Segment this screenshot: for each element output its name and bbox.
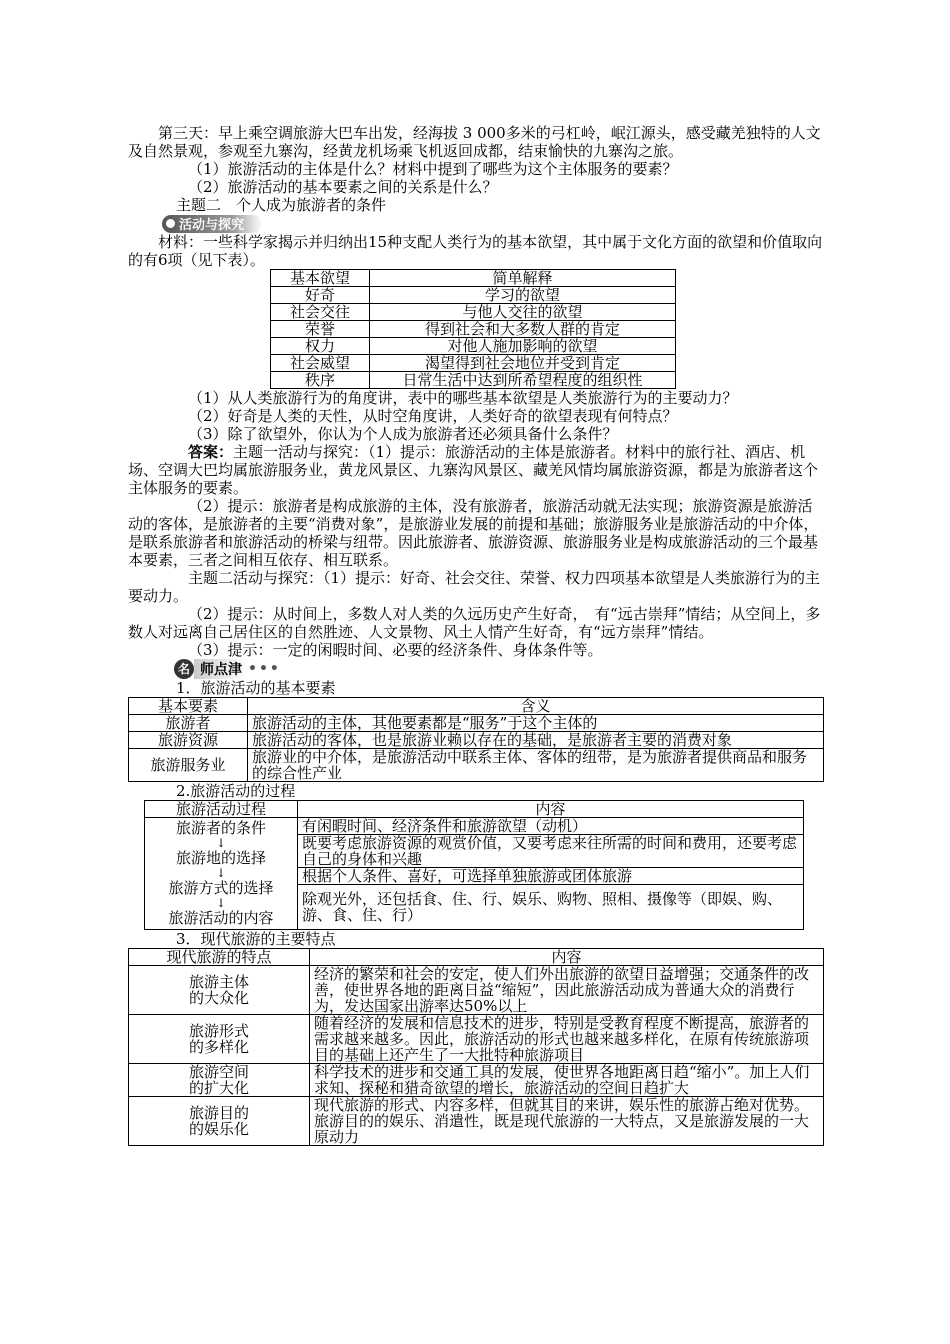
table-cell: 学习的欲望 xyxy=(370,286,676,303)
table-row xyxy=(271,303,676,320)
table-cell: 旅游资源 xyxy=(129,731,248,748)
table-header: 旅游活动过程 xyxy=(145,800,298,817)
activity-banner xyxy=(162,215,262,233)
table-cell: 旅游者 xyxy=(129,714,248,731)
table-cell: 社会交往 xyxy=(271,303,370,320)
table-cell: 旅游服务业 xyxy=(129,748,248,781)
table-row xyxy=(271,286,676,303)
teacher-banner-badge: 名 xyxy=(174,659,194,679)
table-cell: 社会威望 xyxy=(271,354,370,371)
down-arrow-icon: ↓ xyxy=(215,836,227,850)
document-page xyxy=(128,124,824,1146)
material-paragraph: 材料：一些科学家揭示并归纳出15种支配人类行为的基本欲望，其中属于文化方面的欲望和价值取向的有6项（见下表）。 xyxy=(128,232,823,269)
table-row xyxy=(129,965,824,1014)
table-row xyxy=(271,337,676,354)
table-cell: 好奇 xyxy=(271,286,370,303)
process-step: 旅游地的选择 xyxy=(175,849,266,867)
table-row xyxy=(129,1096,824,1145)
answer-text-1: 主题一活动与探究：（1）提示：旅游活动的主体是旅游者。材料中的旅行社、酒店、机场、空调大巴均属旅游服务业，黄龙风景区、九寨沟风景区、藏羌风情均属旅游资源，都是为旅游者这个主体服务的要素。 xyxy=(128,442,819,497)
table-cell: 得到社会和大多数人群的肯定 xyxy=(370,320,676,337)
process-table xyxy=(144,800,804,930)
section-3-title: 3．现代旅游的主要特点 xyxy=(176,929,336,948)
process-steps-cell xyxy=(145,817,298,929)
section-1-title: 1．旅游活动的基本要素 xyxy=(176,678,336,697)
table-header: 现代旅游的特点 xyxy=(129,948,310,965)
question-2-1: （1）从人类旅游行为的角度讲，表中的哪些基本欲望是人类旅游行为的主要动力？ xyxy=(188,388,738,407)
teacher-banner-dots: ••• xyxy=(248,660,281,677)
topic-2-heading: 主题二 个人成为旅游者的条件 xyxy=(176,196,387,214)
table-cell: 既要考虑旅游资源的观赏价值，又要考虑来往所需的时间和费用，还要考虑自己的身体和兴趣 xyxy=(298,834,804,867)
features-table xyxy=(128,948,824,1146)
table-cell: 旅游主体的大众化 xyxy=(129,965,310,1014)
answer-paragraph-5: （3）提示：一定的闲暇时间、必要的经济条件、身体条件等。 xyxy=(188,640,603,659)
table-cell: 有闲暇时间、经济条件和旅游欲望（动机） xyxy=(298,817,804,834)
table-row xyxy=(145,817,804,834)
table-header-row xyxy=(145,800,804,817)
table-cell: 随着经济的发展和信息技术的进步，特别是受教育程度不断提高，旅游者的需求越来越多。因此，旅游活动的形式也越来越多样化，在原有传统旅游项目的基础上还产生了一大批特种旅游项目 xyxy=(310,1014,824,1063)
table-cell: 根据个人条件、喜好，可选择单独旅游或团体旅游 xyxy=(298,867,804,884)
down-arrow-icon: ↓ xyxy=(215,866,227,880)
table-cell: 权力 xyxy=(271,337,370,354)
table-header-row xyxy=(271,269,676,286)
table-header: 含义 xyxy=(248,697,824,714)
answer-label: 答案： xyxy=(188,442,234,461)
table-header-row xyxy=(129,697,824,714)
table-row xyxy=(129,748,824,781)
table-cell: 现代旅游的形式、内容多样，但就其目的来讲，娱乐性的旅游占绝对优势。旅游目的的娱乐、消遣性，既是现代旅游的一大特点，又是旅游发展的一大原动力 xyxy=(310,1096,824,1145)
table-cell: 除观光外，还包括食、住、行、娱乐、购物、照相、摄像等（即娱、购、游、食、住、行） xyxy=(298,884,804,929)
table-cell: 旅游目的的娱乐化 xyxy=(129,1096,310,1145)
table-cell: 旅游活动的客体，也是旅游业赖以存在的基础，是旅游者主要的消费对象 xyxy=(248,731,824,748)
table-row xyxy=(129,1063,824,1096)
answer-paragraph-1 xyxy=(128,443,824,497)
table-cell: 旅游业的中介体，是旅游活动中联系主体、客体的纽带，是为旅游者提供商品和服务的综合性产业 xyxy=(248,748,824,781)
table-cell: 旅游形式的多样化 xyxy=(129,1014,310,1063)
table-cell: 旅游空间的扩大化 xyxy=(129,1063,310,1096)
table-cell: 渴望得到社会地位并受到肯定 xyxy=(370,354,676,371)
table-row xyxy=(129,1014,824,1063)
teacher-banner xyxy=(174,659,824,679)
table-cell: 秩序 xyxy=(271,371,370,388)
table-row xyxy=(129,731,824,748)
table-cell: 科学技术的进步和交通工具的发展，使世界各地距离日趋“缩小”。加上人们求知、探秘和猎奇欲望的增长，旅游活动的空间日趋扩大 xyxy=(310,1063,824,1096)
table-header: 内容 xyxy=(298,800,804,817)
table-cell: 日常生活中达到所希望程度的组织性 xyxy=(370,371,676,388)
answer-paragraph-3: 主题二活动与探究：（1）提示：好奇、社会交往、荣誉、权力四项基本欲望是人类旅游行为的主要动力。 xyxy=(128,568,821,605)
section-2-title: 2.旅游活动的过程 xyxy=(176,781,296,800)
table-header: 基本欲望 xyxy=(271,269,370,286)
bullet-icon xyxy=(166,219,175,228)
answer-paragraph-4: （2）提示：从时间上，多数人对人类的久远历史产生好奇， 有“远古崇拜”情结；从空间上，多数人对远离自己居住区的自然胜迹、人文景物、风土人情产生好奇，有“远方崇拜”情结。 xyxy=(128,604,821,641)
teacher-banner-label: 师点津 xyxy=(194,659,248,679)
table-cell: 旅游活动的主体，其他要素都是“服务”于这个主体的 xyxy=(248,714,824,731)
down-arrow-icon: ↓ xyxy=(215,896,227,910)
table-header: 基本要素 xyxy=(129,697,248,714)
process-step: 旅游方式的选择 xyxy=(168,879,274,897)
table-header: 简单解释 xyxy=(370,269,676,286)
process-step: 旅游活动的内容 xyxy=(168,909,274,927)
question-1-1: （1）旅游活动的主体是什么？材料中提到了哪些为这个主体服务的要素？ xyxy=(188,160,678,178)
elements-table xyxy=(128,697,824,782)
answer-paragraph-2: （2）提示：旅游者是构成旅游的主体，没有旅游者，旅游活动就无法实现；旅游资源是旅游活动的客体，是旅游者的主要“消费对象”，是旅游业发展的前提和基础；旅游服务业是旅游活动的中介体，是联系旅游者和旅游活动的桥梁与纽带。因此旅游者、旅游资源、旅游服务业是构成旅游活动的三个最基本要素，三者之间相互依存、相互联系。 xyxy=(128,496,819,569)
table-cell: 与他人交往的欲望 xyxy=(370,303,676,320)
table-header-row xyxy=(129,948,824,965)
activity-banner-label: 活动与探究 xyxy=(179,218,245,233)
question-2-3: （3）除了欲望外，你认为个人成为旅游者还必须具备什么条件？ xyxy=(188,424,618,443)
table-row xyxy=(271,354,676,371)
table-row xyxy=(271,371,676,388)
process-step: 旅游者的条件 xyxy=(175,819,266,837)
table-cell: 对他人施加影响的欲望 xyxy=(370,337,676,354)
question-2-2: （2）好奇是人类的天性，从时空角度讲，人类好奇的欲望表现有何特点？ xyxy=(188,406,678,425)
table-row xyxy=(271,320,676,337)
table-cell: 经济的繁荣和社会的安定，使人们外出旅游的欲望日益增强；交通条件的改善，使世界各地的距离日益“缩短”，因此旅游活动成为普通大众的消费行为，发达国家出游率达50%以上 xyxy=(310,965,824,1014)
question-1-2: （2）旅游活动的基本要素之间的关系是什么？ xyxy=(188,178,498,196)
table-header: 内容 xyxy=(310,948,824,965)
paragraph-day3: 第三天：早上乘空调旅游大巴车出发，经海拔 3 000多米的弓杠岭，岷江源头，感受藏羌独特的人文及自然景观，参观至九寨沟，经黄龙机场乘飞机返回成都，结束愉快的九寨沟之旅。 xyxy=(128,124,821,160)
desire-table xyxy=(270,269,676,389)
table-cell: 荣誉 xyxy=(271,320,370,337)
table-row xyxy=(129,714,824,731)
